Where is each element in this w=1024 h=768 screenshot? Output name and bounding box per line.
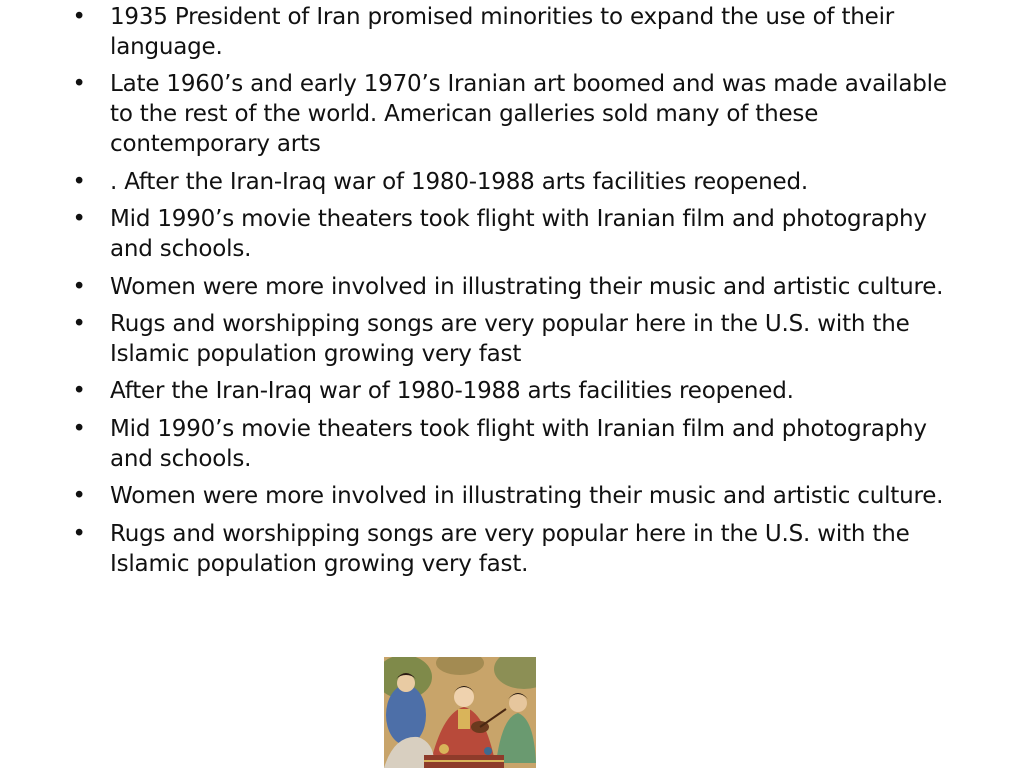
bullet-item: [64, 481, 964, 511]
bullet-text: Rugs and worshipping songs are very popular here in the U.S. with the Islamic population growing very fast: [110, 310, 910, 367]
bullet-text: Mid 1990’s movie theaters took flight with Iranian film and photography and schools.: [110, 206, 927, 263]
bullet-item: [64, 204, 964, 264]
bullet-text: Women were more involved in illustrating their music and artistic culture.: [110, 273, 944, 300]
bullet-item: [64, 414, 964, 474]
bullet-text: 1935 President of Iran promised minorities to expand the use of their language.: [110, 4, 895, 60]
bullet-item: [64, 167, 964, 197]
bullet-text: . After the Iran-Iraq war of 1980-1988 arts facilities reopened.: [110, 168, 808, 195]
persian-painting-illustration: [384, 657, 536, 768]
bullet-dot-icon: •: [72, 310, 86, 337]
bullet-dot-icon: •: [72, 520, 86, 547]
bullet-dot-icon: •: [72, 483, 86, 510]
bullet-item: [64, 309, 964, 369]
bullet-text: Mid 1990’s movie theaters took flight with Iranian film and photography and schools.: [110, 415, 927, 472]
bullet-dot-icon: •: [72, 415, 86, 442]
bullet-dot-icon: •: [72, 273, 86, 300]
persian-painting-image: [384, 657, 536, 768]
bullet-dot-icon: •: [72, 71, 86, 98]
bullet-item: [64, 519, 964, 579]
bullet-item: [64, 2, 964, 62]
bullet-dot-icon: •: [72, 206, 86, 233]
bullet-item: [64, 272, 964, 302]
bullet-list: [64, 2, 964, 586]
bullet-dot-icon: •: [72, 4, 86, 30]
bullet-text: Women were more involved in illustrating their music and artistic culture.: [110, 483, 944, 510]
bullet-text: Late 1960’s and early 1970’s Iranian art boomed and was made available to the rest of the world. American galleries sold many of these contemporary arts: [110, 71, 947, 158]
bullet-dot-icon: •: [72, 168, 86, 195]
bullet-text: After the Iran-Iraq war of 1980-1988 arts facilities reopened.: [110, 378, 794, 405]
bullet-item: [64, 69, 964, 159]
bullet-text: Rugs and worshipping songs are very popular here in the U.S. with the Islamic population growing very fast.: [110, 520, 910, 577]
bullet-dot-icon: •: [72, 378, 86, 405]
bullet-item: [64, 376, 964, 406]
